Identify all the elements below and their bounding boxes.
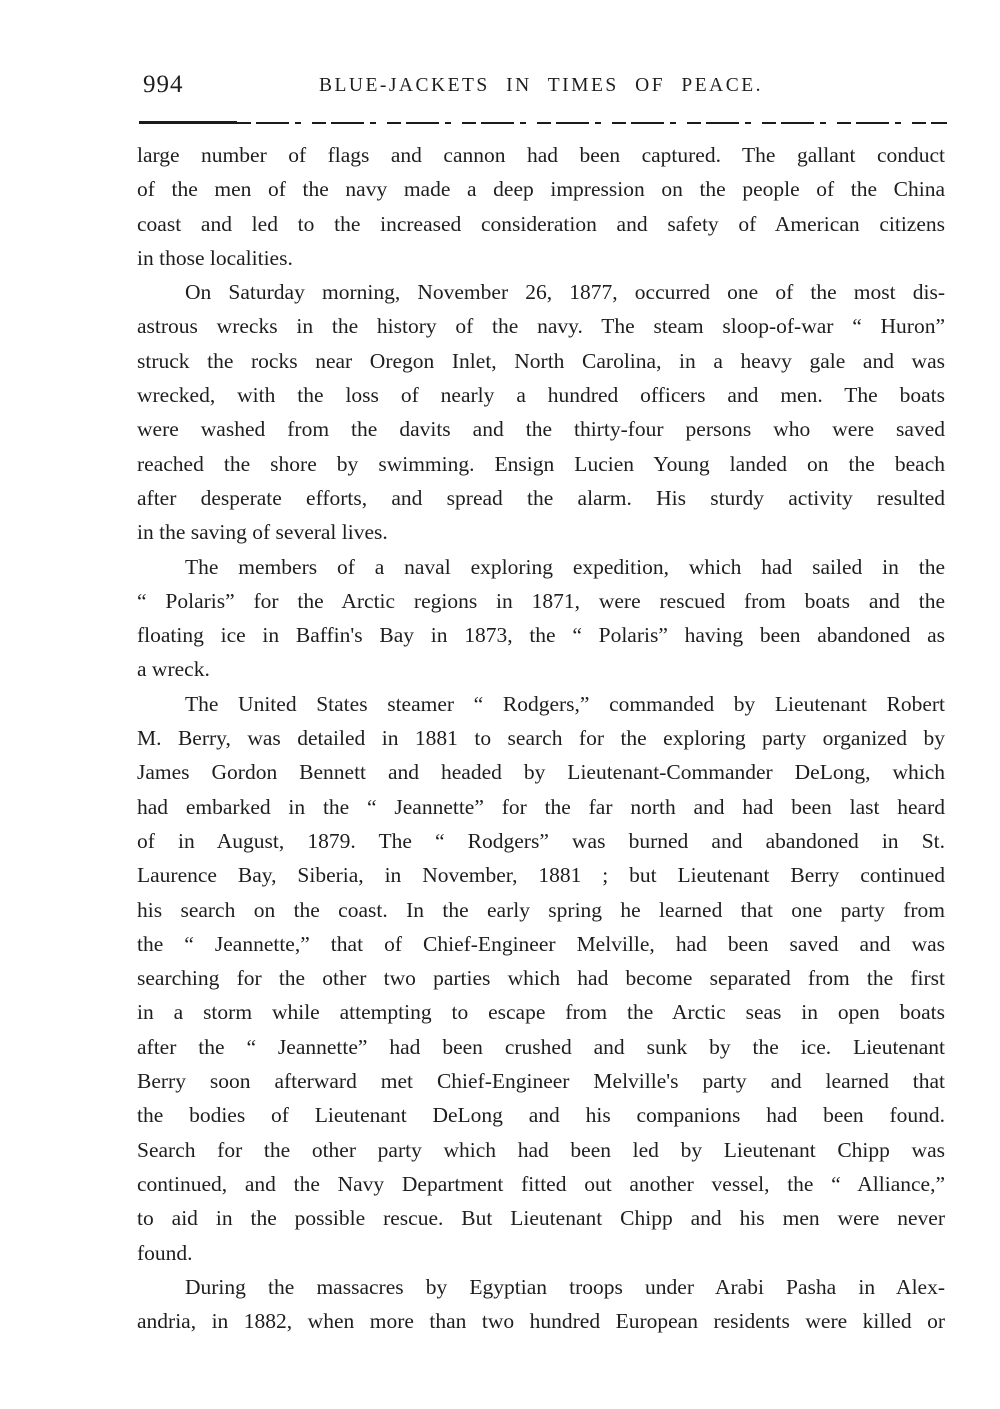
text-line: “ Polaris” for the Arctic regions in 1871, were rescued from boats and the: [137, 588, 945, 613]
text-line: a wreck.: [137, 657, 210, 682]
text-line: On Saturday morning, November 26, 1877, occurred one of the most dis-: [185, 280, 945, 305]
text-line: the bodies of Lieutenant DeLong and his companions had been found.: [137, 1103, 945, 1128]
text-line: his search on the coast. In the early spring he learned that one party from: [137, 897, 945, 922]
text-line: in a storm while attempting to escape from the Arctic seas in open boats: [137, 1000, 945, 1025]
running-title: BLUE-JACKETS IN TIMES OF PEACE.: [318, 75, 764, 96]
text-line: wrecked, with the loss of nearly a hundred officers and men. The boats: [137, 383, 945, 408]
text-line: after the “ Jeannette” had been crushed and sunk by the ice. Lieutenant: [137, 1034, 945, 1059]
paragraph: [137, 1270, 945, 1339]
text-line: Search for the other party which had been led by Lieutenant Chipp was: [137, 1137, 945, 1162]
text-line: of the men of the navy made a deep impression on the people of the China: [137, 177, 945, 202]
text-line: During the massacres by Egyptian troops under Arabi Pasha in Alex-: [185, 1274, 945, 1299]
text-line: reached the shore by swimming. Ensign Lucien Young landed on the beach: [137, 451, 945, 476]
header-rule: [139, 121, 947, 126]
text-line: the “ Jeannette,” that of Chief-Engineer Melville, had been saved and was: [137, 931, 945, 956]
text-line: astrous wrecks in the history of the navy. The steam sloop-of-war “ Huron”: [137, 314, 945, 339]
text-line: James Gordon Bennett and headed by Lieutenant-Commander DeLong, which: [137, 760, 945, 785]
text-line: coast and led to the increased consideration and safety of American citizens: [137, 211, 945, 236]
text-line: were washed from the davits and the thirty-four persons who were saved: [137, 417, 945, 442]
page-number: 994: [143, 71, 184, 98]
paragraph: [137, 550, 945, 687]
text-line: andria, in 1882, when more than two hundred European residents were killed or: [137, 1309, 945, 1334]
text-line: after desperate efforts, and spread the alarm. His sturdy activity resulted: [137, 485, 945, 510]
text-line: floating ice in Baffin's Bay in 1873, the “ Polaris” having been abandoned as: [137, 623, 945, 648]
text-line: struck the rocks near Oregon Inlet, North Carolina, in a heavy gale and was: [137, 348, 945, 373]
text-line: The United States steamer “ Rodgers,” commanded by Lieutenant Robert: [185, 691, 945, 716]
text-line: to aid in the possible rescue. But Lieutenant Chipp and his men were never: [137, 1206, 945, 1231]
paragraph: [137, 138, 945, 275]
text-line: The members of a naval exploring expedition, which had sailed in the: [185, 554, 945, 579]
text-line: found.: [137, 1240, 193, 1265]
text-line: continued, and the Navy Department fitted out another vessel, the “ Alliance,”: [137, 1171, 945, 1196]
paragraph: [137, 687, 945, 1270]
text-line: had embarked in the “ Jeannette” for the far north and had been last heard: [137, 794, 945, 819]
paragraph: [137, 275, 945, 549]
text-line: M. Berry, was detailed in 1881 to search for the exploring party organized by: [137, 726, 945, 751]
text-line: Laurence Bay, Siberia, in November, 1881 ; but Lieutenant Berry continued: [137, 863, 945, 888]
text-line: Berry soon afterward met Chief-Engineer Melville's party and learned that: [137, 1069, 945, 1094]
page-body: [137, 138, 945, 1338]
text-line: in those localities.: [137, 245, 293, 270]
running-head: [137, 70, 945, 106]
text-line: large number of flags and cannon had been captured. The gallant conduct: [137, 143, 945, 167]
text-line: in the saving of several lives.: [137, 520, 388, 545]
text-line: searching for the other two parties which had become separated from the first: [137, 966, 945, 991]
text-line: of in August, 1879. The “ Rodgers” was burned and abandoned in St.: [137, 828, 945, 853]
